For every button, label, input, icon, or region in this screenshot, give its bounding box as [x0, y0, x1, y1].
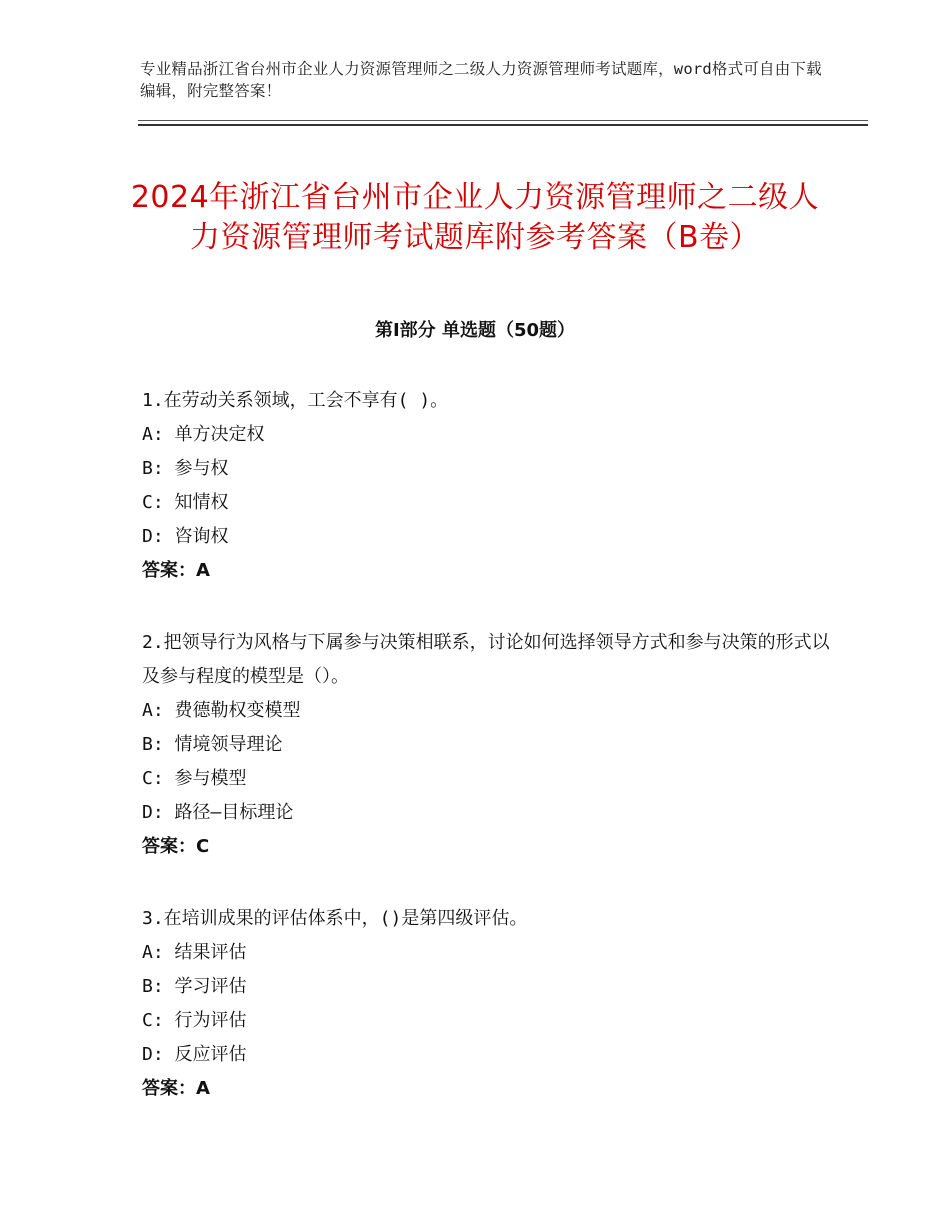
option-b: B: 学习评估 [142, 976, 247, 997]
question-2 [142, 626, 842, 864]
question-3 [142, 902, 842, 1106]
document-title: 2024年浙江省台州市企业人力资源管理师之二级人力资源管理师考试题库附参考答案（B卷） [130, 180, 820, 256]
option-a: A: 结果评估 [142, 942, 247, 963]
option-c: C: 行为评估 [142, 1010, 247, 1031]
question-stem: 3.在培训成果的评估体系中，()是第四级评估。 [142, 908, 528, 929]
option-c: C: 参与模型 [142, 768, 247, 789]
question-stem: 1.在劳动关系领域，工会不享有( )。 [142, 390, 449, 411]
question-1 [142, 384, 842, 588]
option-b: B: 情境领导理论 [142, 734, 283, 755]
option-c: C: 知情权 [142, 492, 229, 513]
option-d: D: 咨询权 [142, 526, 229, 547]
header-note: 专业精品浙江省台州市企业人力资源管理师之二级人力资源管理师考试题库，word格式可自由下载编辑，附完整答案！ [140, 60, 822, 100]
answer-label: 答案：A [142, 560, 210, 581]
option-a: A: 单方决定权 [142, 424, 265, 445]
question-list [142, 384, 842, 1144]
answer-label: 答案：C [142, 836, 210, 857]
header-divider-thick [138, 124, 868, 126]
question-stem: 2.把领导行为风格与下属参与决策相联系，讨论如何选择领导方式和参与决策的形式以及参与程度的模型是（）。 [142, 632, 830, 687]
option-d: D: 反应评估 [142, 1044, 247, 1065]
answer-label: 答案：A [142, 1078, 210, 1099]
option-d: D: 路径—目标理论 [142, 802, 294, 823]
header-divider-thin [138, 120, 868, 121]
section-heading: 第Ⅰ部分 单选题（50题） [374, 320, 575, 341]
option-a: A: 费德勒权变模型 [142, 700, 301, 721]
option-b: B: 参与权 [142, 458, 229, 479]
